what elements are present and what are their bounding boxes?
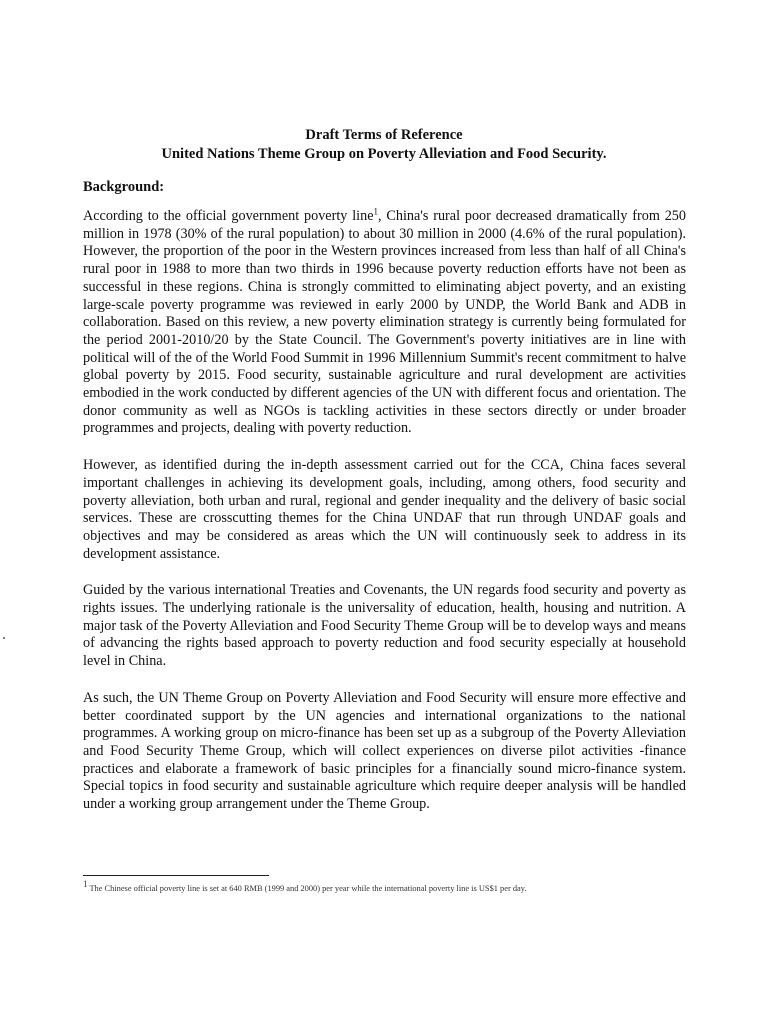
document-subtitle: United Nations Theme Group on Poverty Alleviation and Food Security. [161,146,607,162]
section-heading-background: Background: [83,179,165,195]
paragraph-2: However, as identified during the in-depth assessment carried out for the CCA, China faces several important challenges in achieving its development goals, including, among others, food security and poverty alleviation, both urban and rural, regional and gender inequality and the delivery of basic social services. These are crosscutting themes for the China UNDAF that run through UNDAF goals and objectives and may be considered as areas which the UN will continuously seek to address in its development assistance. [83,457,686,562]
paragraph-1-text-end: , China's rural poor decreased dramatically from 250 million in 1978 (30% of the rural population) to about 30 million in 2000 (4.6% of the rural population). However, the proportion of the poor in the Western provinces increased from less than half of all China's rural poor in 1988 to more than two thirds in 1996 because poverty reduction efforts have not been as successful in these regions. China is strongly committed to eliminating abject poverty, and an existing large-scale poverty programme was reviewed in early 2000 by UNDP, the World Bank and ADB in collaboration. Based on this review, a new poverty elimination strategy is currently being formulated for the period 2001-2010/20 by the State Council. The Government's poverty initiatives are in line with political will of the of the World Food Summit in 1996 Millennium Summit's recent commitment to halve global poverty by 2015. Food security, sustainable agriculture and rural development are activities embodied in the work conducted by different agencies of the UN with different focus and orientation. The donor community as well as NGOs is tackling activities in these sectors directly or under broader programmes and projects, dealing with poverty reduction. [83,208,686,437]
scan-artifact-dot [3,637,5,639]
footnote-marker: 1 [83,879,88,890]
footnote-text: The Chinese official poverty line is set at 640 RMB (1999 and 2000) per year while the international poverty line is US$1 per day. [87,884,527,893]
footnote-reference[interactable]: 1 [373,206,378,217]
paragraph-3: Guided by the various international Treaties and Covenants, the UN regards food security and poverty as rights issues. The underlying rationale is the universality of education, health, housing and nutrition. A major task of the Poverty Alleviation and Food Security Theme Group will be to develop ways and means of advancing the rights based approach to poverty reduction and food security especially at household level in China. [83,582,686,670]
paragraph-1-text-start: According to the official government poverty line [83,208,374,224]
document-body [83,208,686,833]
footnote [83,879,683,894]
document-title: Draft Terms of Reference [305,127,463,143]
paragraph-1 [83,208,686,438]
footnote-divider [83,875,269,876]
paragraph-4: As such, the UN Theme Group on Poverty Alleviation and Food Security will ensure more effective and better coordinated support by the UN agencies and international organizations to the national programmes. A working group on micro-finance has been set up as a subgroup of the Poverty Alleviation and Food Security Theme Group, which will collect experiences on diverse pilot activities -finance practices and elaborate a framework of basic principles for a financially sound micro-finance system. Special topics in food security and sustainable agriculture which require deeper analysis will be handled under a working group arrangement under the Theme Group. [83,689,686,813]
